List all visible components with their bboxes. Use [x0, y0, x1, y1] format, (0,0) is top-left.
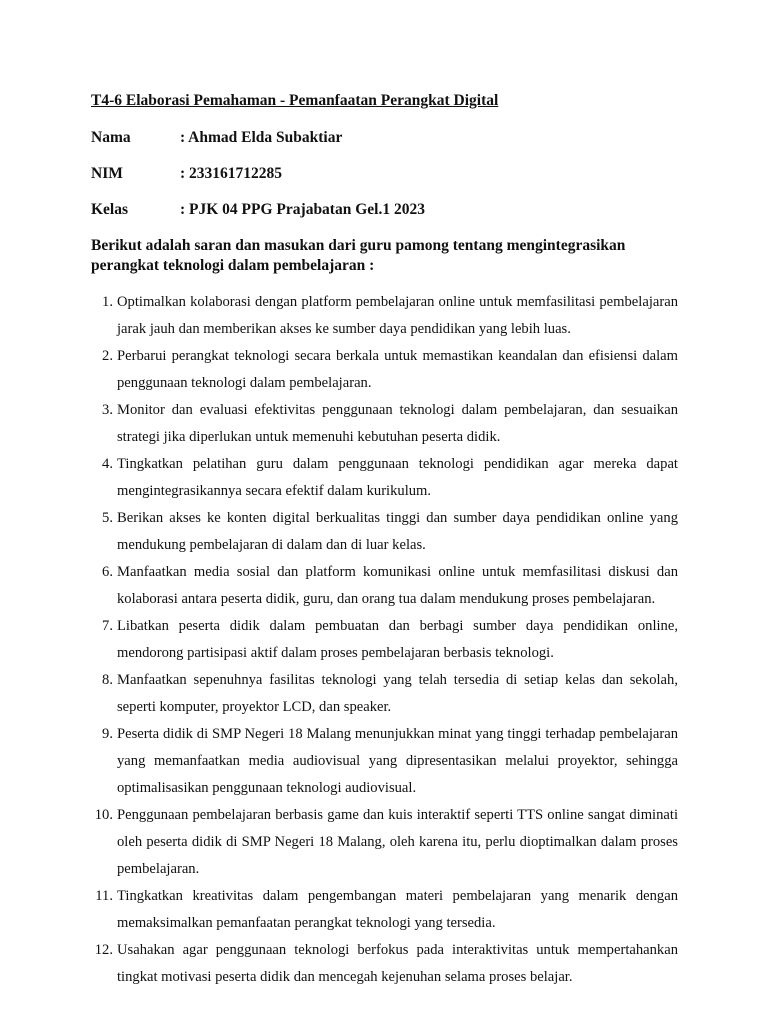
list-item-number: 8. — [102, 672, 113, 688]
list-item — [91, 721, 678, 802]
field-value: : 233161712285 — [180, 165, 283, 182]
field-value: : PJK 04 PPG Prajabatan Gel.1 2023 — [180, 201, 425, 218]
list-item — [91, 613, 678, 667]
list-item-text: Optimalkan kolaborasi dengan platform pembelajaran online untuk memfasilitasi pembelajaran jarak jauh dan memberikan akses ke sumber daya pendidikan yang lebih luas. — [117, 294, 678, 337]
list-item — [91, 289, 678, 343]
field-label: NIM — [91, 165, 123, 182]
list-item-text: Libatkan peserta didik dalam pembuatan dan berbagi sumber daya pendidikan online, mendorong partisipasi aktif dalam proses pembelajaran berbasis teknologi. — [117, 618, 678, 661]
list-item-text: Peserta didik di SMP Negeri 18 Malang menunjukkan minat yang tinggi terhadap pembelajaran yang memanfaatkan media audiovisual yang dipresentasikan melalui proyektor, sehingga optimalisasikan penggunaan teknologi audiovisual. — [117, 726, 678, 796]
list-item — [91, 883, 678, 937]
list-item-text: Berikan akses ke konten digital berkualitas tinggi dan sumber daya pendidikan online yang mendukung pembelajaran di dalam dan di luar kelas. — [117, 510, 678, 553]
list-item — [91, 451, 678, 505]
field-label: Kelas — [91, 201, 129, 218]
field-nim — [91, 164, 678, 184]
list-item-number: 11. — [95, 888, 113, 904]
list-item — [91, 802, 678, 883]
list-item-number: 2. — [102, 348, 113, 364]
list-item-text: Manfaatkan sepenuhnya fasilitas teknologi yang telah tersedia di setiap kelas dan sekolah, seperti komputer, proyektor LCD, dan speaker. — [117, 672, 678, 715]
list-item-text: Tingkatkan kreativitas dalam pengembangan materi pembelajaran yang menarik dengan memaksimalkan pemanfaatan perangkat teknologi yang tersedia. — [117, 888, 678, 931]
list-item-number: 6. — [102, 564, 113, 580]
list-item-text: Perbarui perangkat teknologi secara berkala untuk memastikan keandalan dan efisiensi dalam penggunaan teknologi dalam pembelajaran. — [117, 348, 678, 391]
list-item-number: 4. — [102, 456, 113, 472]
list-item-text: Monitor dan evaluasi efektivitas penggunaan teknologi dalam pembelajaran, dan sesuaikan strategi jika diperlukan untuk memenuhi kebutuhan peserta didik. — [117, 402, 678, 445]
list-item — [91, 397, 678, 451]
field-value: : Ahmad Elda Subaktiar — [180, 129, 343, 146]
list-item-number: 12. — [94, 942, 113, 958]
list-item-number: 3. — [102, 402, 113, 418]
document-title: T4-6 Elaborasi Pemahaman - Pemanfaatan Perangkat Digital — [91, 92, 499, 109]
list-item-number: 7. — [102, 618, 113, 634]
list-item-text: Manfaatkan media sosial dan platform komunikasi online untuk memfasilitasi diskusi dan kolaborasi antara peserta didik, guru, dan orang tua dalam mendukung proses pembelajaran. — [117, 564, 678, 607]
field-label: Nama — [91, 129, 131, 146]
list-item-number: 10. — [94, 807, 113, 823]
list-item — [91, 343, 678, 397]
list-item-text: Usahakan agar penggunaan teknologi berfokus pada interaktivitas untuk mempertahankan tingkat motivasi peserta didik dan mencegah kejenuhan selama proses belajar. — [117, 942, 678, 985]
suggestion-list — [91, 289, 678, 991]
intro-paragraph: Berikut adalah saran dan masukan dari guru pamong tentang mengintegrasikan perangkat teknologi dalam pembelajaran : — [91, 237, 626, 274]
list-item — [91, 505, 678, 559]
field-kelas — [91, 200, 678, 220]
list-item-text: Tingkatkan pelatihan guru dalam penggunaan teknologi pendidikan agar mereka dapat mengintegrasikannya secara efektif dalam kurikulum. — [117, 456, 678, 499]
list-item-number: 9. — [102, 726, 113, 742]
list-item — [91, 937, 678, 991]
field-nama — [91, 128, 678, 148]
list-item-number: 1. — [102, 294, 113, 310]
list-item — [91, 559, 678, 613]
list-item-text: Penggunaan pembelajaran berbasis game dan kuis interaktif seperti TTS online sangat diminati oleh peserta didik di SMP Negeri 18 Malang, oleh karena itu, perlu dioptimalkan dalam proses pembelajaran. — [117, 807, 678, 877]
list-item — [91, 667, 678, 721]
list-item-number: 5. — [102, 510, 113, 526]
